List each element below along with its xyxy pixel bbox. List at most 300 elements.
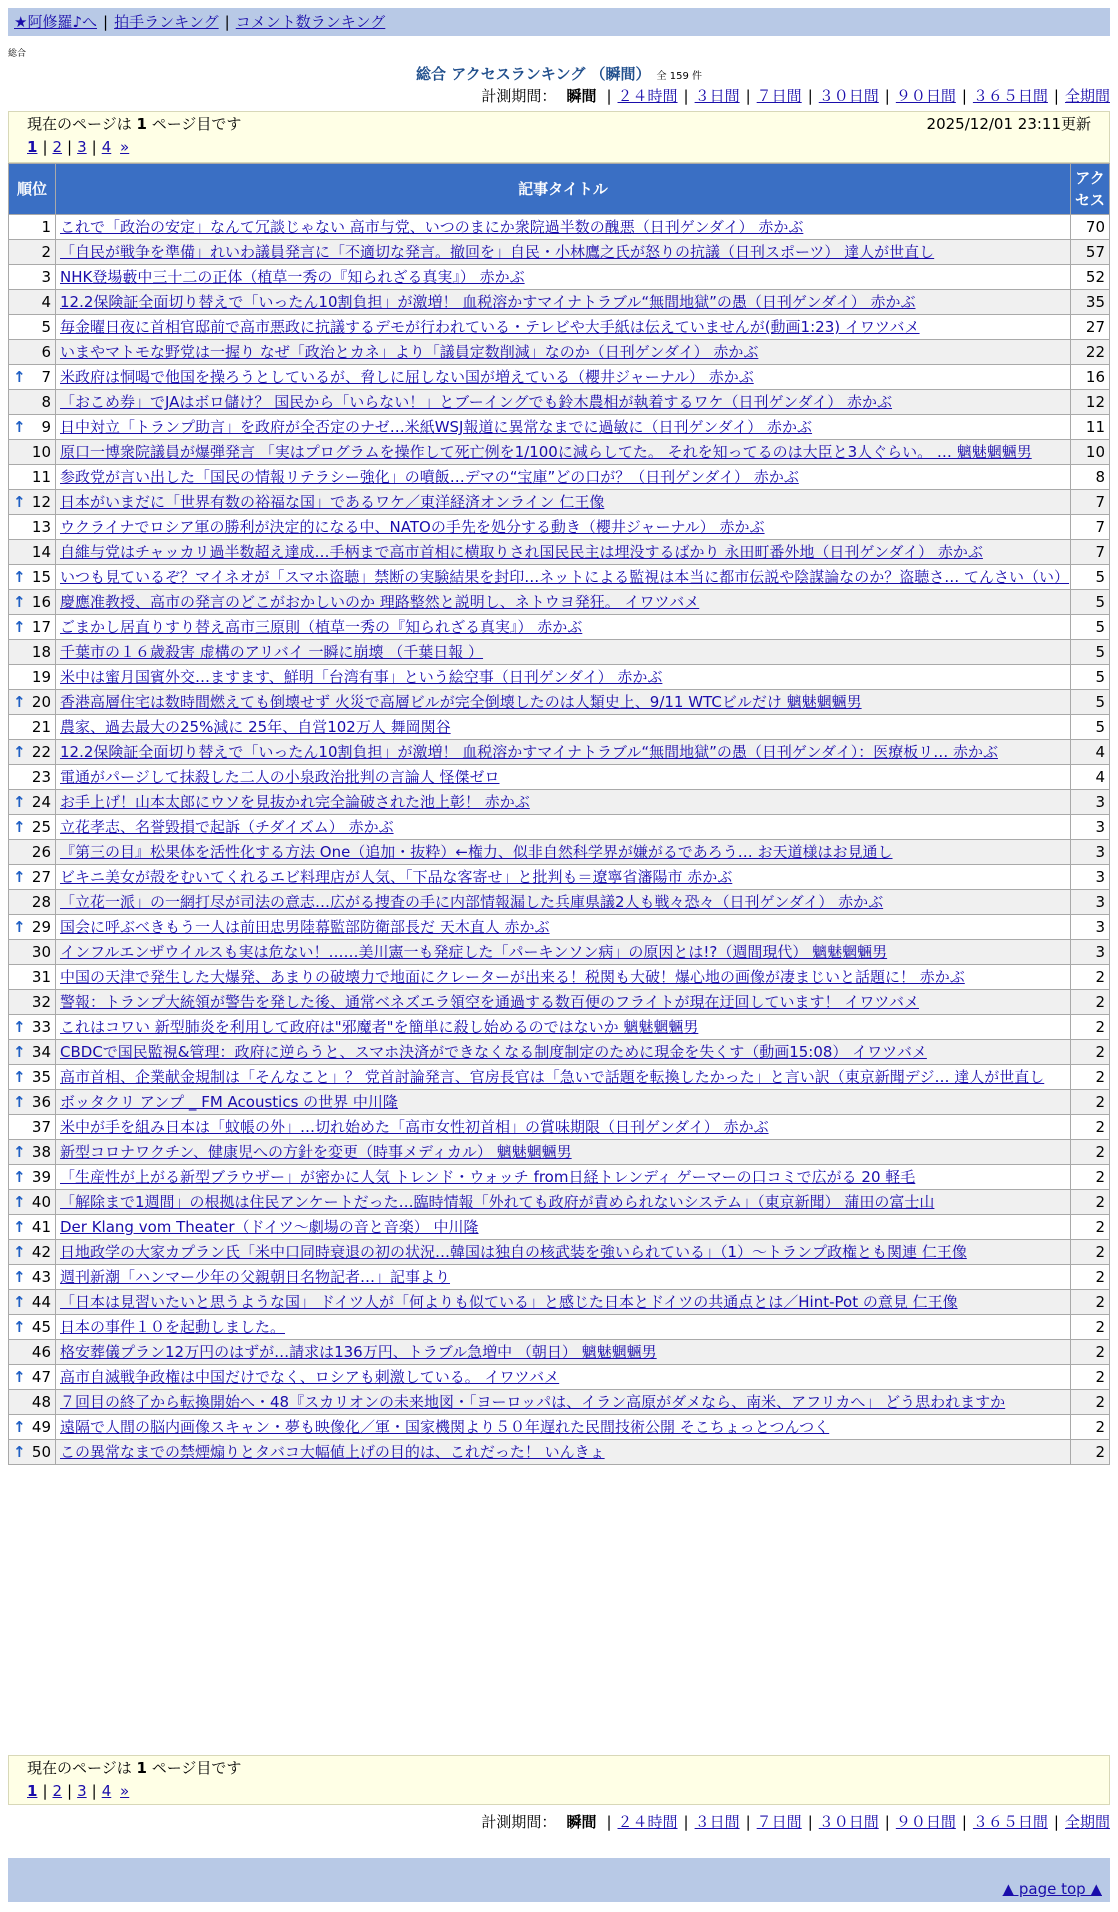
period-7d-link-bottom[interactable]: ７日間 [756, 1813, 802, 1831]
rank-up-arrow-icon: ↑ [13, 1018, 26, 1036]
page-3-link[interactable]: 3 [77, 138, 87, 156]
rank-number: 30 [31, 943, 51, 961]
title-cell [56, 1340, 1070, 1364]
table-row [9, 1315, 1109, 1339]
rank-cell [9, 490, 55, 514]
access-count: 5 [1071, 590, 1109, 614]
article-title-link[interactable]: ７回目の終了から転換開始へ・48『スカリオンの未来地図・「ヨーロッパは、イラン高原がダメなら、南米、アフリカへ」 どう思われますか [60, 1393, 1006, 1411]
title-cell [56, 840, 1070, 864]
period-3d-link[interactable]: ３日間 [694, 87, 740, 105]
access-count: 7 [1071, 540, 1109, 564]
table-row [9, 740, 1109, 764]
article-title-link[interactable]: 日中対立「トランプ助言」を政府が全否定のナゼ…米紙WSJ報道に異常なまでに過敏に（日刊ゲンダイ） 赤かぶ [60, 418, 813, 436]
access-count: 7 [1071, 515, 1109, 539]
ranking-table [8, 163, 1110, 1465]
page-title-area [0, 63, 1118, 84]
article-title-link[interactable]: 参政党が言い出した「国民の情報リテラシー強化」の噴飯…デマの“宝庫”どの口が？（日刊ゲンダイ） 赤かぶ [60, 468, 799, 486]
rank-number: 8 [41, 393, 51, 411]
access-count: 3 [1071, 815, 1109, 839]
access-count: 2 [1071, 965, 1109, 989]
article-title-link[interactable]: 慶應准教授、高市の発言のどこがおかしいのか 理路整然と説明し、ネトウヨ発狂。 イワツバメ [60, 593, 700, 611]
period-current: 瞬間 [566, 87, 597, 105]
rank-cell [9, 365, 55, 389]
rank-up-arrow-icon: ↑ [13, 1043, 26, 1061]
article-title-link[interactable]: この異常なまでの禁煙煽りとタバコ大幅値上げの目的は、これだった！ いんきょ [60, 1443, 605, 1461]
page-2-link-bottom[interactable]: 2 [52, 1782, 63, 1800]
rank-number: 13 [31, 518, 51, 536]
access-count: 22 [1071, 340, 1109, 364]
rank-up-arrow-icon: ↑ [13, 1318, 26, 1336]
table-row [9, 490, 1109, 514]
article-title-link[interactable]: ビキニ美女が殻をむいてくれるエビ料理店が人気、「下品な客寄せ」と批判も＝遼寧省瀋陽市 赤かぶ [60, 868, 733, 886]
rank-up-arrow-icon: ↑ [13, 618, 26, 636]
rank-up-arrow-icon: ↑ [13, 1068, 26, 1086]
table-row [9, 290, 1109, 314]
article-title-link[interactable]: 自維与党はチャッカリ過半数超え達成…手柄まで高市首相に横取りされ国民民主は埋没するばかり 永田町番外地（日刊ゲンダイ） 赤かぶ [60, 543, 983, 561]
rank-number: 20 [31, 693, 51, 711]
rank-cell [9, 1315, 55, 1339]
title-cell [56, 1215, 1070, 1239]
rank-cell [9, 340, 55, 364]
access-count: 3 [1071, 865, 1109, 889]
article-title-link[interactable]: 日本がいまだに「世界有数の裕福な国」であるワケ／東洋経済オンライン 仁王像 [60, 493, 605, 511]
rank-number: 25 [31, 818, 51, 836]
access-count: 2 [1071, 1315, 1109, 1339]
rank-number: 3 [41, 268, 51, 286]
table-header-row [9, 164, 1109, 214]
article-title-link[interactable]: ごまかし居直りすり替え高市三原則（植草一秀の『知られざる真実』） 赤かぶ [60, 618, 583, 636]
access-count: 8 [1071, 465, 1109, 489]
article-title-link[interactable]: 『第三の目』松果体を活性化する方法 One（追加・抜粋）←権力、似非自然科学界が嫌がるであろう… お天道様はお見通し [60, 843, 893, 861]
rank-number: 6 [41, 343, 51, 361]
title-cell [56, 1240, 1070, 1264]
rank-number: 28 [31, 893, 51, 911]
home-link[interactable]: ★阿修羅♪へ [14, 13, 98, 31]
rank-cell [9, 890, 55, 914]
rank-cell [9, 1090, 55, 1114]
period-365d-link[interactable]: ３６５日間 [972, 87, 1048, 105]
title-cell [56, 490, 1070, 514]
page-3-link-bottom[interactable]: 3 [77, 1782, 87, 1800]
article-title-link[interactable]: 電通がパージして抹殺した二人の小泉政治批判の言論人 怪傑ゼロ [60, 768, 500, 786]
rank-number: 29 [31, 918, 51, 936]
rank-cell [9, 415, 55, 439]
title-cell [56, 1015, 1070, 1039]
rank-cell [9, 590, 55, 614]
title-cell [56, 540, 1070, 564]
category-label: 総合 [8, 49, 27, 59]
article-title-link[interactable]: CBDCで国民監視&管理：政府に逆らうと、スマホ決済ができなくなる制度制定のために現金を失くす（動画15:08） イワツバメ [60, 1043, 927, 1061]
access-count: 3 [1071, 940, 1109, 964]
article-title-link[interactable]: 香港高層住宅は数時間燃えても倒壊せず 火災で高層ビルが完全倒壊したのは人類史上、9/11 WTCビルだけ 魑魅魍魎男 [60, 693, 862, 711]
title-cell [56, 640, 1070, 664]
access-count: 2 [1071, 1265, 1109, 1289]
article-title-link[interactable]: 12.2保険証全面切り替えで「いったん10割負担」が激増！ 血税溶かすマイナトラブル“無間地獄”の愚（日刊ゲンダイ）：医療板リ… 赤かぶ [60, 743, 998, 761]
table-row [9, 1040, 1109, 1064]
access-count: 2 [1071, 1090, 1109, 1114]
title-cell [56, 1365, 1070, 1389]
title-cell [56, 1265, 1070, 1289]
title-cell [56, 990, 1070, 1014]
article-title-link[interactable]: 「生産性が上がる新型ブラウザー」が密かに人気 トレンド・ウォッチ from日経トレンディ ゲーマーの口コミで広がる 20 軽毛 [60, 1168, 916, 1186]
title-cell [56, 965, 1070, 989]
title-cell [56, 215, 1070, 239]
rank-number: 36 [31, 1093, 51, 1111]
article-title-link[interactable]: Der Klang vom Theater（ドイツ～劇場の音と音楽） 中川隆 [60, 1218, 479, 1236]
table-row [9, 540, 1109, 564]
title-cell [56, 565, 1070, 589]
rank-cell [9, 1165, 55, 1189]
access-count: 12 [1071, 390, 1109, 414]
article-title-link[interactable]: 「自民が戦争を準備」れいわ議員発言に「不適切な発言。撤回を」自民・小林鷹之氏が怒りの抗議（日刊スポーツ） 達人が世直し [60, 243, 935, 261]
period-90d-link[interactable]: ９０日間 [895, 87, 956, 105]
table-row [9, 1265, 1109, 1289]
access-count: 2 [1071, 1215, 1109, 1239]
article-title-link[interactable]: 警報：トランプ大統領が警告を発した後、通常ベネズエラ領空を通過する数百便のフライトが現在迂回しています！ イワツバメ [60, 993, 920, 1011]
title-cell [56, 790, 1070, 814]
rank-up-arrow-icon: ↑ [13, 1268, 26, 1286]
rank-number: 49 [31, 1418, 51, 1436]
rank-cell [9, 640, 55, 664]
rank-number: 9 [41, 418, 51, 436]
rank-up-arrow-icon: ↑ [13, 1143, 26, 1161]
title-cell [56, 865, 1070, 889]
rank-cell [9, 1065, 55, 1089]
pager-box-top [8, 111, 1110, 163]
table-row [9, 365, 1109, 389]
article-title-link[interactable]: インフルエンザウイルスも実は危ない！……美川憲一も発症した「パーキンソン病」の原因とは!?（週間現代） 魑魅魍魎男 [60, 943, 888, 961]
table-row [9, 915, 1109, 939]
rank-cell [9, 1340, 55, 1364]
rank-cell [9, 965, 55, 989]
period-7d-link[interactable]: ７日間 [756, 87, 802, 105]
article-title-link[interactable]: 原口一博衆院議員が爆弾発言 「実はプログラムを操作して死亡例を1/100に減らしてた。 それを知ってるのは大臣と3人ぐらい。 … 魑魅魍魎男 [60, 443, 1032, 461]
article-title-link[interactable]: 遠隔で人間の脳内画像スキャン・夢も映像化／軍・国家機関より５０年遅れた民間技術公開 そこちょっとつんつく [60, 1418, 830, 1436]
period-30d-link-bottom[interactable]: ３０日間 [818, 1813, 879, 1831]
rank-cell [9, 465, 55, 489]
pager-text-suffix-bottom: ページ目です [151, 1759, 242, 1777]
page-4-link-bottom[interactable]: 4 [101, 1782, 112, 1800]
access-count: 2 [1071, 1365, 1109, 1389]
access-count: 5 [1071, 715, 1109, 739]
rank-cell [9, 265, 55, 289]
title-cell [56, 1315, 1070, 1339]
rank-cell [9, 240, 55, 264]
title-cell [56, 1165, 1070, 1189]
rank-up-arrow-icon: ↑ [13, 868, 26, 886]
access-count: 2 [1071, 1040, 1109, 1064]
pager-text: 現在のページは [27, 115, 132, 133]
table-row [9, 1190, 1109, 1214]
table-row [9, 815, 1109, 839]
title-cell [56, 1440, 1070, 1464]
table-row [9, 865, 1109, 889]
rank-number: 21 [31, 718, 51, 736]
access-count: 5 [1071, 640, 1109, 664]
rank-cell [9, 815, 55, 839]
rank-cell [9, 715, 55, 739]
rank-cell [9, 665, 55, 689]
table-row [9, 390, 1109, 414]
period-3d-link-bottom[interactable]: ３日間 [694, 1813, 740, 1831]
article-title-link[interactable]: NHK登場藪中三十二の正体（植草一秀の『知られざる真実』） 赤かぶ [60, 268, 525, 286]
article-title-link[interactable]: 米中は蜜月国賓外交…ますます、鮮明「台湾有事」という絵空事（日刊ゲンダイ） 赤かぶ [60, 668, 663, 686]
rank-up-arrow-icon: ↑ [13, 1243, 26, 1261]
header-rank: 順位 [9, 164, 55, 214]
title-cell [56, 1040, 1070, 1064]
title-cell [56, 1140, 1070, 1164]
rank-number: 18 [31, 643, 51, 661]
table-row [9, 840, 1109, 864]
access-count: 11 [1071, 415, 1109, 439]
pagination: 1 | 2 | 3 | 4 » [27, 138, 130, 156]
rank-cell [9, 990, 55, 1014]
article-title-link[interactable]: 格安葬儀プラン12万円のはずが…請求は136万円、トラブル急増中 （朝日） 魑魅魍魎男 [60, 1343, 657, 1361]
rank-cell [9, 1415, 55, 1439]
rank-number: 46 [31, 1343, 51, 1361]
pager-current-number: 1 [136, 115, 147, 133]
title-cell [56, 890, 1070, 914]
rank-number: 14 [31, 543, 51, 561]
access-count: 4 [1071, 765, 1109, 789]
rank-cell [9, 1440, 55, 1464]
title-cell [56, 940, 1070, 964]
table-row [9, 715, 1109, 739]
article-title-link[interactable]: 米政府は恫喝で他国を操ろうとしているが、脅しに屈しない国が増えている（櫻井ジャーナル） 赤かぶ [60, 368, 754, 386]
pager-text-suffix: ページ目です [151, 115, 242, 133]
title-cell [56, 665, 1070, 689]
article-title-link[interactable]: 中国の天津で発生した大爆発、あまりの破壊力で地面にクレーターが出来る！税関も大破！爆心地の画像が凄まじいと話題に！ 赤かぶ [60, 968, 965, 986]
access-count: 70 [1071, 215, 1109, 239]
table-row [9, 465, 1109, 489]
rank-up-arrow-icon: ↑ [13, 1218, 26, 1236]
title-cell [56, 1190, 1070, 1214]
title-cell [56, 265, 1070, 289]
rank-number: 32 [31, 993, 51, 1011]
table-row [9, 1365, 1109, 1389]
period-30d-link[interactable]: ３０日間 [818, 87, 879, 105]
rank-up-arrow-icon: ↑ [13, 818, 26, 836]
table-row [9, 265, 1109, 289]
article-title-link[interactable]: 米中が手を組み日本は「蚊帳の外」…切れ始めた「高市女性初首相」の賞味期限（日刊ゲンダイ） 赤かぶ [60, 1118, 769, 1136]
article-title-link[interactable]: 農家、過去最大の25%減に 25年、自営102万人 舞岡関谷 [60, 718, 451, 736]
rank-cell [9, 1290, 55, 1314]
access-count: 3 [1071, 890, 1109, 914]
rank-number: 17 [31, 618, 51, 636]
access-count: 2 [1071, 1390, 1109, 1414]
article-title-link[interactable]: 日本の事件１０を起動しました。 [60, 1318, 286, 1336]
top-nav: ★阿修羅♪へ | 拍手ランキング | コメント数ランキング [8, 8, 1110, 36]
rank-up-arrow-icon: ↑ [13, 493, 26, 511]
table-row [9, 615, 1109, 639]
title-cell [56, 765, 1070, 789]
rank-cell [9, 1265, 55, 1289]
title-cell [56, 1415, 1070, 1439]
article-title-link[interactable]: 国会に呼ぶべきもう一人は前田忠男陸幕監部防衛部長だ 天木直人 赤かぶ [60, 918, 550, 936]
footer-bar [8, 1858, 1110, 1902]
rank-up-arrow-icon: ↑ [13, 1443, 26, 1461]
article-title-link[interactable]: お手上げ！山本太郎にウソを見抜かれ完全論破された池上彰！ 赤かぶ [60, 793, 530, 811]
rank-cell [9, 1390, 55, 1414]
pager-box-bottom [8, 1755, 1110, 1805]
access-count: 2 [1071, 990, 1109, 1014]
title-cell [56, 1390, 1070, 1414]
article-title-link[interactable]: 週刊新潮「ハンマー少年の父親朝日名物記者…」記事より [60, 1268, 451, 1286]
article-title-link[interactable]: 「立花一派」の一網打尽が司法の意志…広がる捜査の手に内部情報漏した兵庫県議2人も戦々恐々（日刊ゲンダイ） 赤かぶ [60, 893, 884, 911]
title-cell [56, 915, 1070, 939]
rank-up-arrow-icon: ↑ [13, 568, 26, 586]
rank-number: 27 [31, 868, 51, 886]
rank-cell [9, 615, 55, 639]
rank-number: 10 [31, 443, 51, 461]
table-row [9, 415, 1109, 439]
period-current-bottom: 瞬間 [566, 1813, 597, 1831]
article-title-link[interactable]: 高市自滅戦争政権は中国だけでなく、ロシアも刺激している。 イワツバメ [60, 1368, 560, 1386]
applause-ranking-link[interactable]: 拍手ランキング [114, 13, 219, 31]
rank-cell [9, 790, 55, 814]
rank-number: 34 [31, 1043, 51, 1061]
page-4-link[interactable]: 4 [101, 138, 112, 156]
article-title-link[interactable]: 「日本は見習いたいと思うような国」 ドイツ人が「何よりも似ている」と感じた日本とドイツの共通点とは／Hint-Pot の意見 仁王像 [60, 1293, 958, 1311]
title-cell [56, 1290, 1070, 1314]
access-count: 2 [1071, 1340, 1109, 1364]
article-title-link[interactable]: これはコワい 新型肺炎を利用して政府は"邪魔者"を簡単に殺し始めるのではないか 魑魅魍魎男 [60, 1018, 699, 1036]
table-row [9, 215, 1109, 239]
rank-number: 45 [31, 1318, 51, 1336]
next-page-link[interactable]: » [120, 138, 130, 156]
rank-number: 48 [31, 1393, 51, 1411]
table-row [9, 1165, 1109, 1189]
table-row [9, 940, 1109, 964]
table-row [9, 1140, 1109, 1164]
title-cell [56, 1115, 1070, 1139]
access-count: 5 [1071, 615, 1109, 639]
table-row [9, 590, 1109, 614]
article-title-link[interactable]: 「解除まで1週間」の根拠は住民アンケートだった…臨時情報「外れても政府が責められないシステム」（東京新聞） 蒲田の富士山 [60, 1193, 935, 1211]
rank-cell [9, 865, 55, 889]
table-row [9, 640, 1109, 664]
rank-number: 19 [31, 668, 51, 686]
next-page-link-bottom[interactable]: » [120, 1782, 130, 1800]
table-row [9, 1015, 1109, 1039]
title-cell [56, 465, 1070, 489]
title-cell [56, 690, 1070, 714]
article-title-link[interactable]: いつも見ているぞ？マイネオが「スマホ盗聴」禁断の実験結果を封印…ネットによる監視は本当に都市伝説や陰謀論なのか？盗聴さ… てんさい（い） [60, 568, 1070, 586]
table-row [9, 340, 1109, 364]
rank-up-arrow-icon: ↑ [13, 418, 26, 436]
rank-number: 23 [31, 768, 51, 786]
rank-up-arrow-icon: ↑ [13, 918, 26, 936]
access-count: 5 [1071, 565, 1109, 589]
article-title-link[interactable]: 立花孝志、名誉毀損で起訴（チダイズム） 赤かぶ [60, 818, 394, 836]
table-row [9, 965, 1109, 989]
period-90d-link-bottom[interactable]: ９０日間 [895, 1813, 956, 1831]
access-count: 3 [1071, 790, 1109, 814]
rank-cell [9, 1015, 55, 1039]
rank-cell [9, 290, 55, 314]
article-title-link[interactable]: いまやマトモな野党は一握り なぜ「政治とカネ」より「議員定数削減」なのか（日刊ゲンダイ） 赤かぶ [60, 343, 759, 361]
article-title-link[interactable]: 千葉市の１６歳殺害 虚構のアリバイ 一瞬に崩壊 （千葉日報 ） [60, 643, 484, 661]
rank-up-arrow-icon: ↑ [13, 693, 26, 711]
comment-ranking-link[interactable]: コメント数ランキング [235, 13, 386, 31]
access-count: 27 [1071, 315, 1109, 339]
rank-number: 50 [31, 1443, 51, 1461]
access-count: 57 [1071, 240, 1109, 264]
title-cell [56, 740, 1070, 764]
rank-number: 4 [41, 293, 51, 311]
ranking-table-body [9, 215, 1109, 1464]
article-title-link[interactable]: ウクライナでロシア軍の勝利が決定的になる中、NATOの手先を処分する動き（櫻井ジャーナル） 赤かぶ [60, 518, 765, 536]
page-1-link[interactable]: 1 [27, 138, 38, 156]
table-row [9, 665, 1109, 689]
rank-up-arrow-icon: ↑ [13, 593, 26, 611]
period-24h-link[interactable]: ２４時間 [617, 87, 678, 105]
rank-number: 1 [41, 218, 51, 236]
pagination-bottom: 1 | 2 | 3 | 4 » [27, 1782, 130, 1800]
rank-cell [9, 390, 55, 414]
rank-cell [9, 1115, 55, 1139]
title-cell [56, 1090, 1070, 1114]
access-count: 7 [1071, 490, 1109, 514]
page-1-link-bottom[interactable]: 1 [27, 1782, 38, 1800]
table-row [9, 1115, 1109, 1139]
rank-cell [9, 565, 55, 589]
article-title-link[interactable]: 12.2保険証全面切り替えで「いったん10割負担」が激増！ 血税溶かすマイナトラブル“無間地獄”の愚（日刊ゲンダイ） 赤かぶ [60, 293, 916, 311]
rank-up-arrow-icon: ↑ [13, 1193, 26, 1211]
rank-number: 41 [31, 1218, 51, 1236]
title-cell [56, 815, 1070, 839]
rank-number: 22 [31, 743, 51, 761]
rank-number: 40 [31, 1193, 51, 1211]
title-cell [56, 340, 1070, 364]
table-row [9, 765, 1109, 789]
access-count: 52 [1071, 265, 1109, 289]
access-count: 2 [1071, 1240, 1109, 1264]
pager-current-number-bottom: 1 [136, 1759, 147, 1777]
access-count: 2 [1071, 1290, 1109, 1314]
rank-cell [9, 1215, 55, 1239]
article-title-link[interactable]: 「おこめ券」でJAはボロ儲け？ 国民から「いらない！」とブーイングでも鈴木農相が執着するワケ（日刊ゲンダイ） 赤かぶ [60, 393, 893, 411]
page-top-link[interactable]: ▲ page top ▲ [1002, 1880, 1102, 1898]
table-row [9, 1240, 1109, 1264]
page-2-link[interactable]: 2 [52, 138, 63, 156]
title-cell [56, 315, 1070, 339]
access-count: 2 [1071, 1440, 1109, 1464]
title-cell [56, 390, 1070, 414]
period-24h-link-bottom[interactable]: ２４時間 [617, 1813, 678, 1831]
access-count: 3 [1071, 840, 1109, 864]
table-row [9, 1415, 1109, 1439]
rank-number: 44 [31, 1293, 51, 1311]
rank-number: 2 [41, 243, 51, 261]
rank-up-arrow-icon: ↑ [13, 1293, 26, 1311]
access-count: 2 [1071, 1165, 1109, 1189]
article-title-link[interactable]: 新型コロナワクチン、健康児への方針を変更（時事メディカル） 魑魅魍魎男 [60, 1143, 572, 1161]
article-title-link[interactable]: 日地政学の大家カプラン氏「米中口同時衰退の初の状況…韓国は独自の核武装を強いられている」（1）～トランプ政権とも関連 仁王像 [60, 1243, 967, 1261]
article-title-link[interactable]: 高市首相、企業献金規制は「そんなこと」？ 党首討論発言、官房長官は「急いで話題を転換したかった」と言い訳（東京新聞デジ… 達人が世直し [60, 1068, 1045, 1086]
period-all-link-bottom[interactable]: 全期間 [1064, 1813, 1110, 1831]
article-title-link[interactable]: これで「政治の安定」なんて冗談じゃない 高市与党、いつのまにか衆院過半数の醜悪（日刊ゲンダイ） 赤かぶ [60, 218, 804, 236]
period-all-link[interactable]: 全期間 [1064, 87, 1110, 105]
table-row [9, 440, 1109, 464]
article-title-link[interactable]: ボッタクリ アンプ _ FM Acoustics の世界 中川隆 [60, 1093, 398, 1111]
article-title-link[interactable]: 毎金曜日夜に首相官邸前で高市悪政に抗議するデモが行われている・テレビや大手紙は伝えていませんが(動画1:23) イワツバメ [60, 318, 920, 336]
period-365d-link-bottom[interactable]: ３６５日間 [972, 1813, 1048, 1831]
access-count: 10 [1071, 440, 1109, 464]
rank-cell [9, 1190, 55, 1214]
rank-up-arrow-icon: ↑ [13, 1093, 26, 1111]
rank-cell [9, 1365, 55, 1389]
